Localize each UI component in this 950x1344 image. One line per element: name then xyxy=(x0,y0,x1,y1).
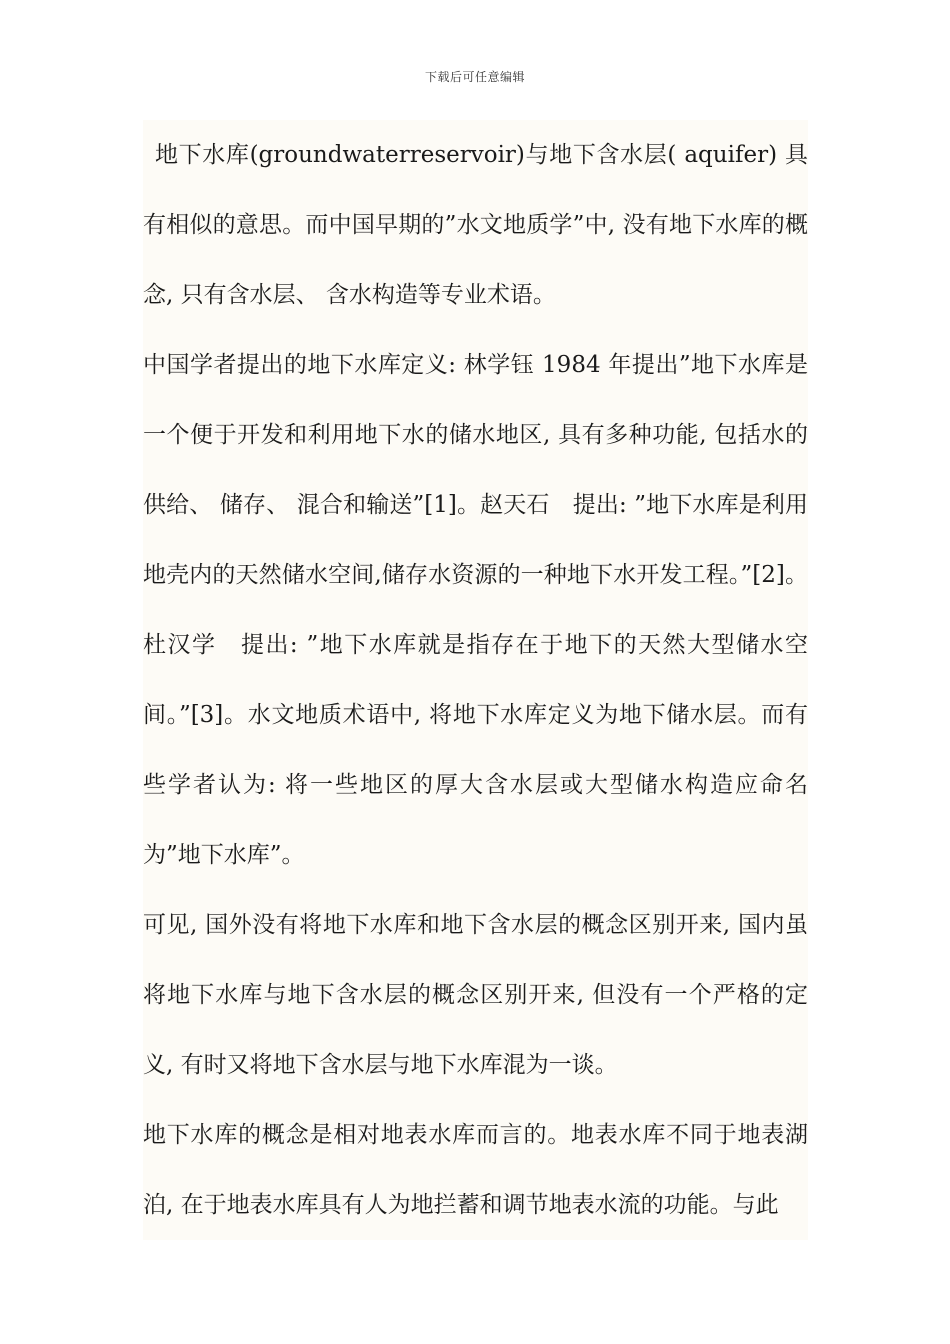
paragraph-comparison: 可见, 国外没有将地下水库和地下含水层的概念区别开来, 国内虽将地下水库与地下含水层的概念区别开来, 但没有一个严格的定义, 有时又将地下含水层与地下水库混为一谈。 xyxy=(143,912,808,1078)
page-header: 下载后可任意编辑 xyxy=(424,70,525,84)
document-body xyxy=(143,120,808,1240)
paragraph-chinese-definitions: 中国学者提出的地下水库定义: 林学钰 1984 年提出”地下水库是一个便于开发和利用地下水的储水地区, 具有多种功能, 包括水的供给、 储存、 混合和输送”[1]。赵天石 提出: ”地下水库是利用地壳内的天然储水空间,储存水资源的一种地下水开发工程。”[2]。杜汉学 提出: ”地下水库就是指存在于地下的天然大型储水空间。”[3]。水文地质术语中, 将地下水库定义为地下储水层。而有些学者认为: 将一些地区的厚大含水层或大型储水构造应命名为”地下水库”。 xyxy=(143,352,808,868)
paragraph-surface-reservoir: 地下水库的概念是相对地表水库而言的。地表水库不同于地表湖泊, 在于地表水库具有人为地拦蓄和调节地表水流的功能。与此 xyxy=(143,1122,808,1218)
paragraph-definition-intro: 地下水库(groundwaterreservoir)与地下含水层( aquifer) 具有相似的意思。而中国早期的”水文地质学”中, 没有地下水库的概念, 只有含水层、 含水构造等专业术语。 xyxy=(143,142,808,308)
